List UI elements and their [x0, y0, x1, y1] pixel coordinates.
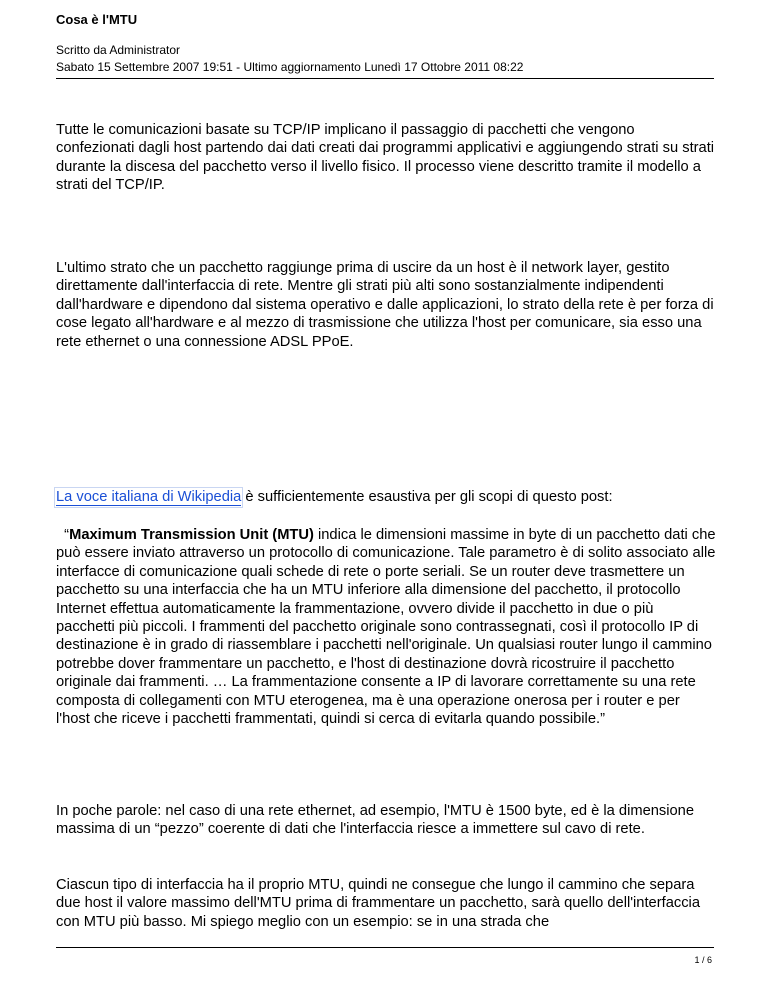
paragraph-quote	[56, 526, 716, 728]
header-divider	[56, 78, 714, 79]
page-title: Cosa è l'MTU	[56, 12, 138, 27]
paragraph-network-layer: L'ultimo strato che un pacchetto raggiunge prima di uscire da un host è il network layer, gestito direttamente dall'interfaccia di rete. Mentre gli strati più alti sono sostanzialmente indipendenti dall'hardware e dipendono dal sistema operativo e dalle applicazioni, lo strato della rete è per forza di cose legato all'hardware e al mezzo di trasmissione che utilizza l'host per comunicare, sia esso una rete ethernet o una connessione ADSL PPoE.	[56, 260, 714, 350]
quote-open-mark: “	[64, 527, 70, 543]
author-line: Scritto da Administrator	[56, 43, 181, 57]
paragraph-interface-mtu: Ciascun tipo di interfaccia ha il proprio MTU, quindi ne consegue che lungo il cammino che separa due host il valore massimo dell'MTU prima di frammentare un pacchetto, sarà quello dell'interfaccia con MTU più basso. Mi spiego meglio con un esempio: se in una strada che	[56, 877, 700, 930]
wikipedia-reference-text: è sufficientemente esaustiva per gli scopi di questo post:	[241, 489, 613, 505]
footer-divider	[56, 947, 714, 948]
paragraph-summary: In poche parole: nel caso di una rete ethernet, ad esempio, l'MTU è 1500 byte, ed è la dimensione massima di un “pezzo” coerente di dati che l'interfaccia riesce a immettere sul cavo di rete.	[56, 803, 695, 838]
paragraph-wikipedia-reference	[56, 488, 716, 506]
quote-term: Maximum Transmission Unit (MTU)	[69, 527, 314, 543]
quote-text: indica le dimensioni massime in byte di un pacchetto dati che può essere inviato attraverso un protocollo di comunicazione. Tale parametro è di solito associato alle interfacce di comunicazione quali schede di rete o porte seriali. Se un router deve trasmettere un pacchetto su una interfaccia che ha un MTU inferiore alla dimensione del pacchetto, il protocollo Internet effettua automaticamente la frammentazione, ovvero divide il pacchetto in due o più pacchetti più piccoli. I frammenti del pacchetto originale sono contrassegnati, così il protocollo IP di destinazione è in grado di riassemblare i pacchetti nell'originale. Un qualsiasi router lungo il cammino potrebbe dover frammentare un pacchetto, e l'host di destinazione dovrà ricostruire il pacchetto originale dai frammenti. … La frammentazione consente a IP di lavorare correttamente su una rete composta di collegamenti con MTU eterogenea, ma è una operazione onerosa per i router e per l'host che riceve i pacchetti frammentati, quindi si cerca di evitarla quando possibile.”	[56, 527, 716, 728]
wikipedia-link[interactable]: La voce italiana di Wikipedia	[56, 489, 242, 505]
date-line: Sabato 15 Settembre 2007 19:51 - Ultimo aggiornamento Lunedì 17 Ottobre 2011 08:22	[56, 60, 524, 74]
page-number: 1 / 6	[694, 955, 712, 965]
paragraph-intro: Tutte le comunicazioni basate su TCP/IP implicano il passaggio di pacchetti che vengono confezionati dagli host partendo dai dati creati dai programmi applicativi e aggiungendo strati su strati durante la discesa del pacchetto verso il livello fisico. Il processo viene descritto tramite il modello a strati del TCP/IP.	[56, 122, 715, 194]
